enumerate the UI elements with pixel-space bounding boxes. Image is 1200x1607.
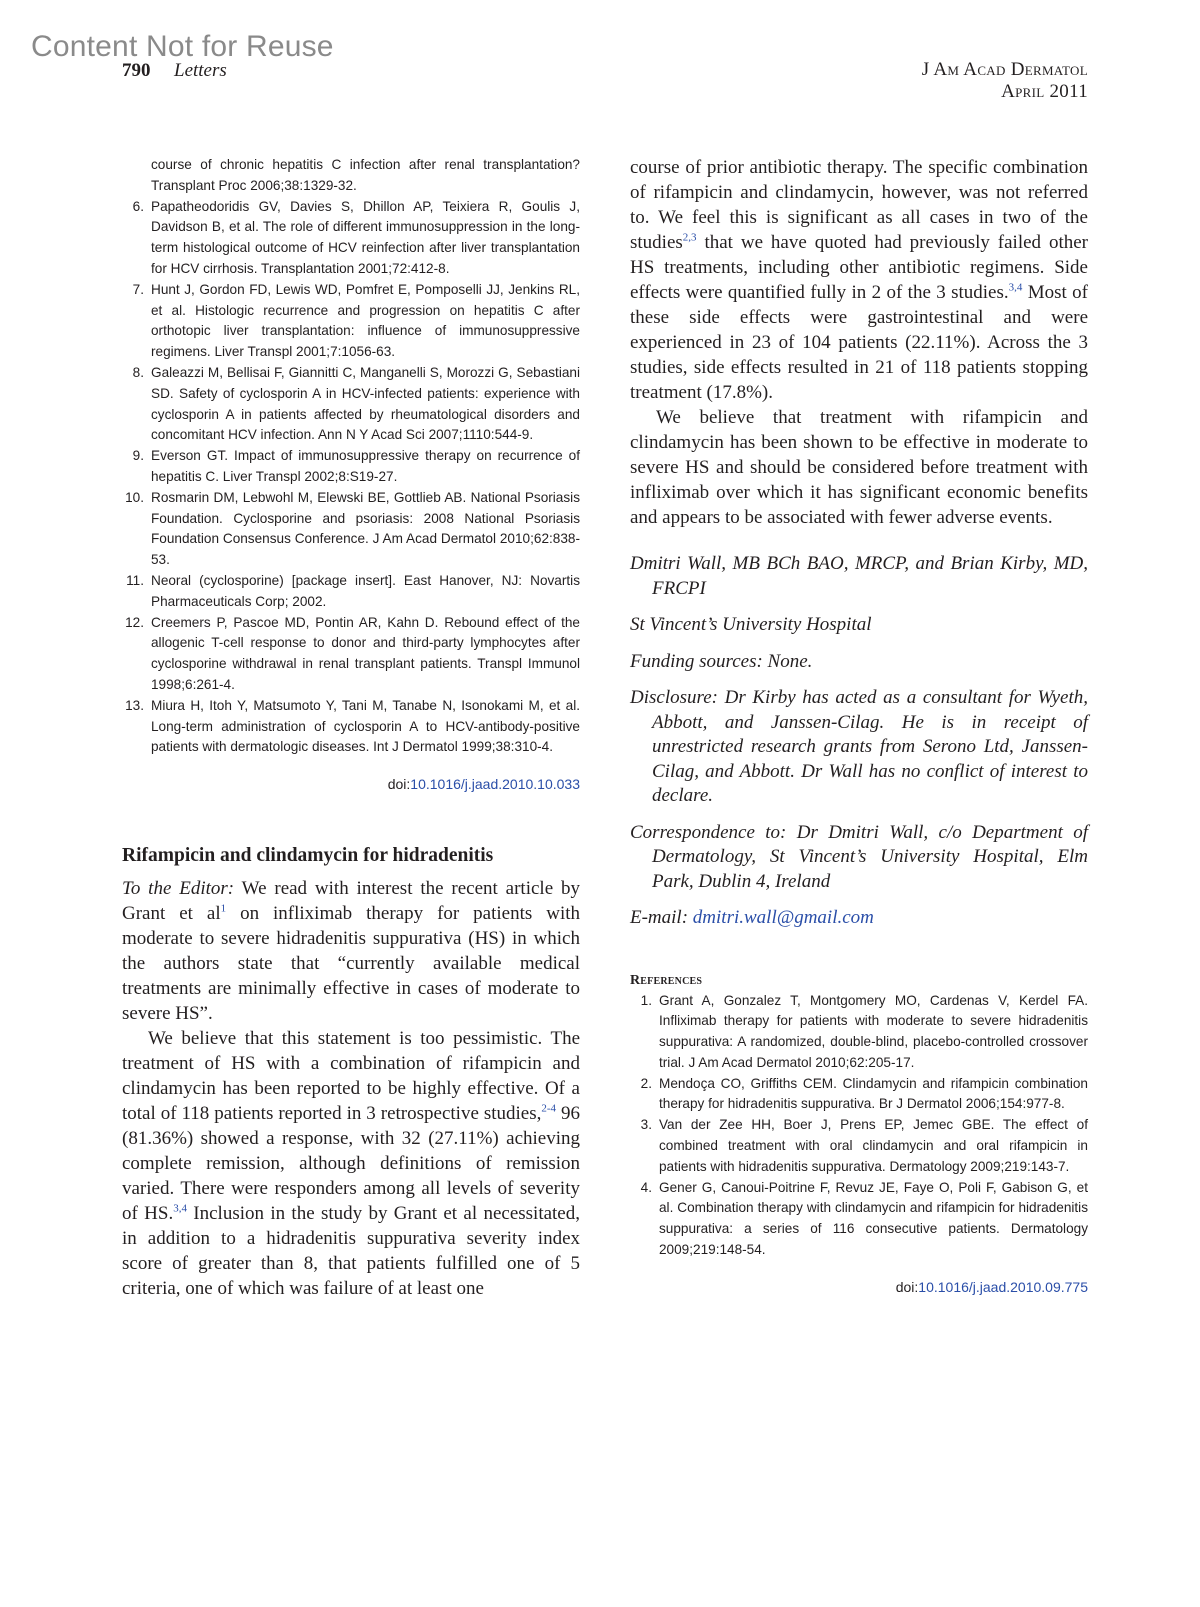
reference-continuation (122, 155, 580, 197)
reference-number: 3. (640, 1117, 652, 1133)
reference-number: 8. (132, 364, 144, 380)
article-title: Rifampicin and clindamycin for hidradenitis (122, 845, 494, 867)
watermark: Content Not for Reuse (31, 30, 334, 63)
email-line (630, 906, 1088, 931)
doi-line (122, 776, 580, 792)
left-reference-list (122, 155, 580, 758)
paragraph-1 (122, 876, 580, 1026)
text-run: Inclusion in the study by Grant et al necessitated, in addition to a hidradenitis suppurativa severity index score of greater than 8, that patients fulfilled one of 5 criteria, one of which was failure of at least one (122, 1203, 580, 1300)
affiliation: St Vincent’s University Hospital (630, 614, 872, 635)
reference-number: 9. (132, 448, 144, 464)
reference-text: Everson GT. Impact of immunosuppressive therapy on recurrence of hepatitis C. Liver Transpl 2002;8:S19-27. (151, 448, 580, 484)
reference-number: 1. (640, 992, 652, 1008)
reference-item (630, 1074, 1088, 1116)
disclosure: Disclosure: Dr Kirby has acted as a consultant for Wyeth, Abbott, and Janssen-Cilag. He is in receipt of unrestricted research grants from Serono Ltd, Janssen-Cilag, and Abbott. Dr Wall has no conflict of interest to declare. (630, 687, 1088, 806)
doi-line (630, 1279, 1088, 1295)
reference-item (122, 696, 580, 758)
page-number: 790 (122, 60, 151, 81)
citation-link[interactable]: 3,4 (1008, 281, 1023, 294)
reference-text: Galeazzi M, Bellisai F, Giannitti C, Manganelli S, Morozzi G, Sebastiani SD. Safety of cyclosporin A in HCV-infected patients: experience with cyclosporin A in patients affected by rheumatological disorders and concomitant HCV infection. Ann N Y Acad Sci 2007;1110:544-9. (151, 364, 580, 443)
text-run: on infliximab therapy for patients with moderate to severe hidradenitis suppurativa (HS) in which the authors state that “currently available medical treatments are minimally effective in cases of moderate to severe HS”. (122, 903, 581, 1025)
doi-prefix: doi: (895, 1278, 919, 1295)
reference-item (122, 613, 580, 696)
section-label: Letters (174, 60, 227, 81)
issue-date: April 2011 (1001, 81, 1088, 102)
reference-text: Mendoça CO, Griffiths CEM. Clindamycin and rifampicin combination therapy for hidradenitis suppurativa. Br J Dermatol 2006;154:977-8. (659, 1075, 1088, 1112)
reference-item (630, 1115, 1088, 1177)
reference-text: Van der Zee HH, Boer J, Prens EP, Jemec GBE. The effect of combined treatment with oral clindamycin and oral rifampicin in patients with hidradenitis suppurativa. Dermatology 2009;219:143-7. (659, 1117, 1088, 1174)
email-link[interactable]: dmitri.wall@gmail.com (692, 907, 874, 928)
reference-item (630, 991, 1088, 1074)
paragraph-2-continued (630, 155, 1088, 405)
reference-text: Hunt J, Gordon FD, Lewis WD, Pomfret E, Pomposelli JJ, Jenkins RL, et al. Histologic recurrence and progression on hepatitis C after orthotopic liver transplantation: influence of immunosuppressive regimens. Liver Transpl 2001;7:1056-63. (151, 281, 580, 360)
reference-item (122, 571, 580, 613)
author-line: Dmitri Wall, MB BCh BAO, MRCP, and Brian Kirby, MD, FRCPI (630, 553, 1088, 599)
text-run: that we have quoted had previously failed other HS treatments, including other antibiotic regimens. Side effects were quantified fully in 2 of the 3 studies. (630, 232, 1088, 303)
reference-text: Papatheodoridis GV, Davies S, Dhillon AP, Teixiera R, Goulis J, Davidson B, et al. The role of different immunosuppression in the long-term histological outcome of HCV reinfection after liver transplantation for HCV cirrhosis. Transplantation 2001;72:412-8. (151, 198, 580, 276)
doi-link[interactable]: 10.1016/j.jaad.2010.10.033 (410, 776, 580, 793)
reference-item (122, 488, 580, 571)
paragraph-3: We believe that treatment with rifampicin and clindamycin has been shown to be effective in moderate to severe HS and should be considered before treatment with infliximab over which it has significant economic benefits and appears to be associated with fewer adverse events. (630, 407, 1088, 528)
reference-text: Miura H, Itoh Y, Matsumoto Y, Tani M, Tanabe N, Isonokami M, et al. Long-term administration of cyclosporin A to HCV-antibody-positive patients with dermatologic diseases. Int J Dermatol 1999;38:310-4. (151, 697, 580, 755)
paragraph-2 (122, 1026, 580, 1301)
reference-item (122, 197, 580, 280)
left-column (122, 155, 580, 1301)
email-label: E-mail: (630, 907, 693, 928)
reference-item (630, 1178, 1088, 1261)
text-run: Most of these side effects were gastrointestinal and were experienced in 23 of 104 patients (22.11%). Across the 3 studies, side effects resulted in 21 of 118 patients stopping treatment (17.8%). (630, 282, 1088, 403)
reference-text: Grant A, Gonzalez T, Montgomery MO, Cardenas V, Kerdel FA. Infliximab therapy for patients with moderate to severe hidradenitis suppurativa: A randomized, double-blind, placebo-controlled crossover trial. J Am Acad Dermatol 2010;62:205-17. (659, 992, 1088, 1070)
reference-item (122, 363, 580, 446)
journal-name: J Am Acad Dermatol (921, 59, 1088, 80)
journal-header (922, 59, 1088, 103)
references-heading: References (630, 972, 703, 988)
reference-number: 13. (125, 697, 144, 713)
citation-link[interactable]: 3,4 (173, 1202, 187, 1215)
reference-item (122, 280, 580, 363)
reference-text: Creemers P, Pascoe MD, Pontin AR, Kahn D. Rebound effect of the allogenic T-cell response to donor and third-party lymphocytes after cyclosporine withdrawal in renal transplant patients. Transpl Immunol 1998;6:261-4. (151, 614, 580, 692)
text-run: course of prior antibiotic therapy. The specific combination of rifampicin and clindamycin, however, was not referred to. We feel this is significant as all cases in two of the studies (630, 157, 1088, 253)
citation-link[interactable]: 2,3 (682, 231, 697, 244)
text-run: We read with interest the recent article by Grant et al (122, 878, 580, 925)
doi-link[interactable]: 10.1016/j.jaad.2010.09.775 (918, 1278, 1088, 1295)
right-column (630, 155, 1088, 1295)
salutation: To the Editor: (122, 878, 235, 900)
reference-text: Neoral (cyclosporine) [package insert]. East Hanover, NJ: Novartis Pharmaceuticals Corp; 2002. (151, 572, 580, 609)
citation-link[interactable]: 1 (220, 902, 227, 915)
reference-number: 2. (640, 1075, 652, 1091)
text-run: We believe that this statement is too pessimistic. The treatment of HS with a combination of rifampicin and clindamycin has been reported to be highly effective. Of a total of 118 patients reported in 3 retrospective studies, (122, 1028, 580, 1125)
citation-link[interactable]: 2-4 (541, 1102, 557, 1115)
text-run: 96 (81.36%) showed a response, with 32 (27.11%) achieving complete remission, although definitions of remission varied. There were responders among all levels of severity of HS. (122, 1103, 581, 1225)
reference-text: Rosmarin DM, Lebwohl M, Elewski BE, Gottlieb AB. National Psoriasis Foundation. Cyclosporine and psoriasis: 2008 National Psoriasis Foundation Consensus Conference. J Am Acad Dermatol 2010;62:838-53. (151, 489, 580, 568)
reference-text: course of chronic hepatitis C infection after renal transplantation? Transplant Proc 2006;38:1329-32. (151, 157, 580, 193)
reference-number: 11. (126, 572, 144, 588)
reference-number: 4. (640, 1179, 652, 1195)
doi-prefix: doi: (387, 776, 411, 793)
reference-number: 12. (125, 614, 144, 630)
reference-item (122, 446, 580, 488)
reference-number: 10. (125, 489, 144, 505)
right-reference-list (630, 991, 1088, 1261)
funding-sources: Funding sources: None. (630, 650, 813, 672)
reference-text: Gener G, Canoui-Poitrine F, Revuz JE, Faye O, Poli F, Gabison G, et al. Combination therapy with clindamycin and rifampicin for hidradenitis suppurativa: a series of 116 consecutive patients. Dermatology 2009;219:148-54. (659, 1179, 1088, 1258)
reference-number: 7. (132, 281, 144, 297)
correspondence: Correspondence to: Dr Dmitri Wall, c/o Department of Dermatology, St Vincent’s University Hospital, Elm Park, Dublin 4, Ireland (630, 821, 1088, 892)
reference-number: 6. (132, 198, 144, 214)
